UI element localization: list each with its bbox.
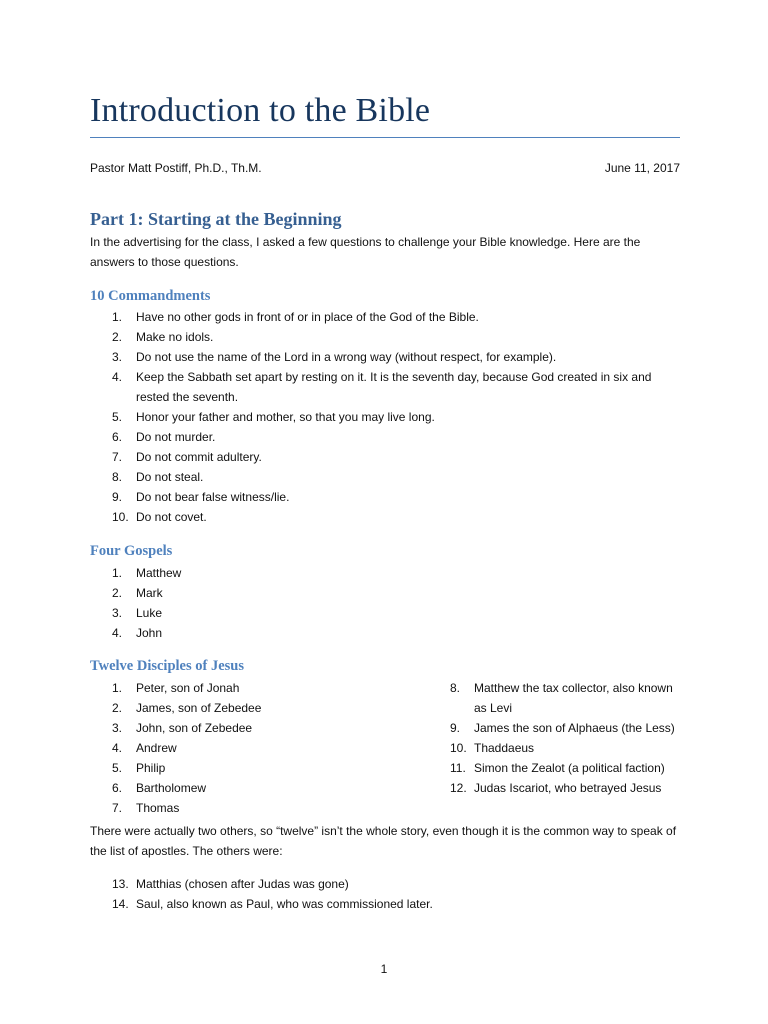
list-number: 1. (112, 566, 123, 580)
list-text: Make no idols. (136, 330, 214, 344)
list-number: 9. (450, 721, 461, 735)
list-item (90, 698, 400, 718)
list-number: 12. (450, 781, 467, 795)
gospels-heading: Four Gospels (90, 543, 173, 559)
list-text: Do not bear false witness/lie. (136, 490, 290, 504)
part1-intro: In the advertising for the class, I asked a few questions to challenge your Bible knowledge. Here are the answers to those questions. (90, 235, 641, 269)
commandments-heading: 10 Commandments (90, 288, 211, 304)
list-text: John, son of Zebedee (136, 721, 253, 735)
list-text: Matthew (136, 566, 182, 580)
list-number: 4. (112, 626, 123, 640)
list-item (90, 758, 400, 778)
document-title: Introduction to the Bible (90, 92, 431, 129)
list-number: 1. (112, 681, 123, 695)
list-item (90, 367, 680, 407)
list-text: Honor your father and mother, so that you may live long. (136, 410, 435, 424)
title-underline (90, 137, 680, 138)
list-number: 11. (450, 761, 466, 775)
list-item (90, 563, 680, 583)
list-text: James, son of Zebedee (136, 701, 262, 715)
list-item (90, 427, 680, 447)
list-text: James the son of Alphaeus (the Less) (474, 721, 675, 735)
list-number: 4. (112, 741, 123, 755)
list-item (428, 718, 680, 738)
list-item (90, 407, 680, 427)
list-item (90, 778, 400, 798)
list-number: 2. (112, 586, 123, 600)
list-item (90, 467, 680, 487)
list-number: 13. (112, 877, 129, 891)
list-item (428, 778, 680, 798)
list-item (90, 307, 680, 327)
list-item (428, 738, 680, 758)
list-item (90, 447, 680, 467)
list-text: Philip (136, 761, 166, 775)
list-text: Peter, son of Jonah (136, 681, 240, 695)
list-text: Thaddaeus (474, 741, 535, 755)
list-number: 14. (112, 897, 129, 911)
list-number: 4. (112, 370, 123, 384)
list-item (90, 327, 680, 347)
list-item (90, 603, 680, 623)
list-text: John (136, 626, 163, 640)
page-number: 1 (380, 962, 388, 976)
list-item (90, 487, 680, 507)
list-text: Keep the Sabbath set apart by resting on it. It is the seventh day, because God created in six and rested the seventh. (136, 370, 652, 404)
list-item (90, 347, 680, 367)
others-intro: There were actually two others, so “twelve” isn’t the whole story, even though it is the common way to speak of the list of apostles. The others were: (90, 824, 677, 858)
list-text: Do not steal. (136, 470, 204, 484)
list-number: 7. (112, 450, 123, 464)
list-number: 7. (112, 801, 123, 815)
list-item (90, 678, 400, 698)
list-item (90, 623, 680, 643)
list-number: 3. (112, 721, 123, 735)
list-number: 2. (112, 701, 123, 715)
list-item (90, 583, 680, 603)
list-text: Mark (136, 586, 163, 600)
list-number: 10. (112, 510, 129, 524)
list-text: Bartholomew (136, 781, 207, 795)
list-number: 9. (112, 490, 123, 504)
list-item (90, 738, 400, 758)
list-number: 3. (112, 606, 123, 620)
list-text: Have no other gods in front of or in place of the God of the Bible. (136, 310, 479, 324)
list-number: 5. (112, 410, 123, 424)
commandments-list (90, 307, 680, 527)
list-number: 8. (112, 470, 123, 484)
disciples-list-left (90, 678, 400, 818)
list-text: Thomas (136, 801, 180, 815)
list-number: 6. (112, 781, 123, 795)
list-item (90, 798, 400, 818)
list-number: 2. (112, 330, 123, 344)
list-item (90, 718, 400, 738)
list-item (428, 758, 680, 778)
list-item (90, 507, 680, 527)
document-date: June 11, 2017 (604, 161, 680, 175)
list-number: 6. (112, 430, 123, 444)
list-number: 1. (112, 310, 123, 324)
gospels-list (90, 563, 680, 643)
list-text: Matthias (chosen after Judas was gone) (136, 877, 349, 891)
list-text: Do not commit adultery. (136, 450, 262, 464)
list-text: Luke (136, 606, 163, 620)
author-name: Pastor Matt Postiff, Ph.D., Th.M. (90, 161, 262, 175)
list-number: 3. (112, 350, 123, 364)
list-text: Do not murder. (136, 430, 216, 444)
list-number: 10. (450, 741, 467, 755)
list-text: Simon the Zealot (a political faction) (474, 761, 665, 775)
list-number: 5. (112, 761, 123, 775)
list-item (90, 894, 680, 914)
list-text: Do not use the name of the Lord in a wrong way (without respect, for example). (136, 350, 557, 364)
list-item (428, 678, 680, 718)
list-item (90, 874, 680, 894)
disciples-list-right (428, 678, 680, 798)
list-text: Andrew (136, 741, 177, 755)
list-text: Do not covet. (136, 510, 207, 524)
list-text: Saul, also known as Paul, who was commissioned later. (136, 897, 433, 911)
list-number: 8. (450, 681, 461, 695)
list-text: Matthew the tax collector, also known as Levi (474, 681, 673, 715)
disciples-heading: Twelve Disciples of Jesus (90, 658, 244, 674)
list-text: Judas Iscariot, who betrayed Jesus (474, 781, 662, 795)
others-list (90, 874, 680, 914)
part1-heading: Part 1: Starting at the Beginning (90, 209, 342, 229)
